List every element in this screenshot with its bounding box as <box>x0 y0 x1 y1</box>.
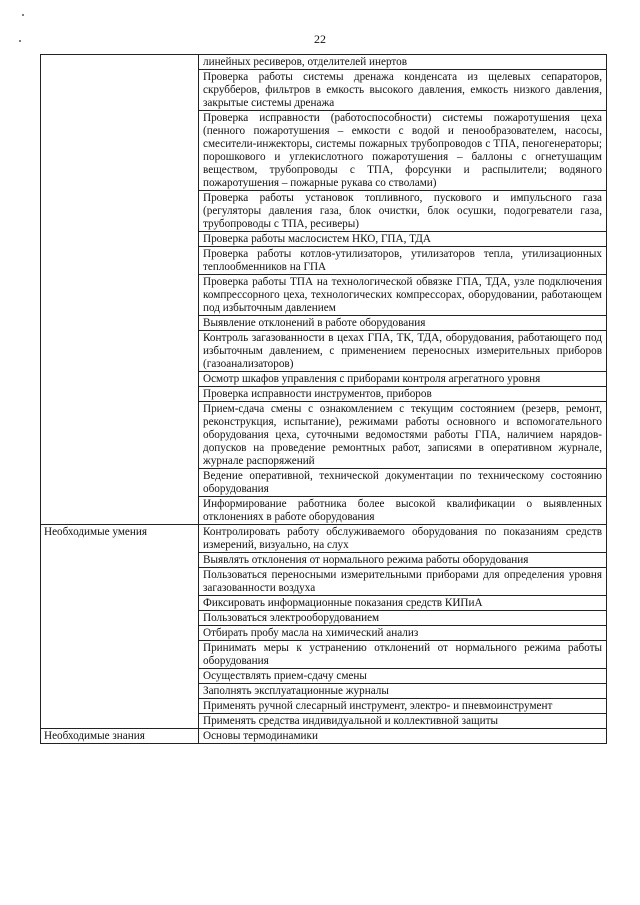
description-cell: Отбирать пробу масла на химический анализ <box>199 626 607 641</box>
description-cell: Применять ручной слесарный инструмент, электро- и пневмоинструмент <box>199 699 607 714</box>
description-cell: Применять средства индивидуальной и коллективной защиты <box>199 714 607 729</box>
scan-artifact-dot <box>22 14 24 16</box>
description-cell: Проверка работы установок топливного, пускового и импульсного газа (регуляторы давления газа, блок очистки, блок осушки, подогреватели газа, трубопроводы с ТПА, ресиверы) <box>199 191 607 232</box>
page-number: 22 <box>314 32 326 46</box>
category-cell: Необходимые знания <box>41 729 199 744</box>
description-cell: Проверка работы ТПА на технологической обвязке ГПА, ТДА, узле подключения компрессорного цеха, технологических компрессорах, оборудовании, работающем под избыточным давлением <box>199 275 607 316</box>
category-cell: Необходимые умения <box>41 525 199 729</box>
table-row <box>41 729 607 744</box>
description-cell: линейных ресиверов, отделителей инертов <box>199 55 607 70</box>
description-cell: Осмотр шкафов управления с приборами контроля агрегатного уровня <box>199 372 607 387</box>
description-cell: Проверка работы системы дренажа конденсата из щелевых сепараторов, скрубберов, фильтров в емкость высокого давления, емкость низкого давления, закрытые системы дренажа <box>199 70 607 111</box>
description-cell: Выявлять отклонения от нормального режима работы оборудования <box>199 553 607 568</box>
description-cell: Заполнять эксплуатационные журналы <box>199 684 607 699</box>
table-row <box>41 525 607 553</box>
description-cell: Принимать меры к устранению отклонений от нормального режима работы оборудования <box>199 641 607 669</box>
description-cell: Прием-сдача смены с ознакомлением с текущим состоянием (резерв, ремонт, реконструкция, испытание), режимами работы основного и вспомогательного оборудования цеха, суточными ведомостями работы ГПА, наличием нарядов-допусков на проведение ремонтных работ, записями в оперативном журнале, журнале распоряжений <box>199 402 607 469</box>
description-cell: Выявление отклонений в работе оборудования <box>199 316 607 331</box>
description-cell: Осуществлять прием-сдачу смены <box>199 669 607 684</box>
table-body <box>41 55 607 744</box>
description-cell: Ведение оперативной, технической документации по техническому состоянию оборудования <box>199 469 607 497</box>
description-cell: Проверка исправности (работоспособности) системы пожаротушения цеха (пенного пожаротушения – емкости с водой и пенообразователем, насосы, смесители-инжекторы, системы пожарных трубопроводов с ТПА, пеногенераторы; порошкового и углекислотного пожаротушения – баллоны с огнетушащим веществом, трубопроводы с ТПА, форсунки и распылители; водяного пожаротушения – пожарные рукава со стволами) <box>199 111 607 191</box>
description-cell: Пользоваться переносными измерительными приборами для определения уровня загазованности воздуха <box>199 568 607 596</box>
category-cell <box>41 55 199 525</box>
description-cell: Информирование работника более высокой квалификации о выявленных отклонениях в работе оборудования <box>199 497 607 525</box>
table-row <box>41 55 607 70</box>
description-cell: Проверка исправности инструментов, приборов <box>199 387 607 402</box>
description-cell: Контроль загазованности в цехах ГПА, ТК, ТДА, оборудования, работающего под избыточным давлением, с применением переносных измерительных приборов (газоанализаторов) <box>199 331 607 372</box>
description-cell: Пользоваться электрооборудованием <box>199 611 607 626</box>
competency-table <box>40 54 607 744</box>
functions-table <box>40 54 606 744</box>
description-cell: Проверка работы котлов-утилизаторов, утилизаторов тепла, утилизационных теплообменников на ГПА <box>199 247 607 275</box>
description-cell: Контролировать работу обслуживаемого оборудования по показаниям средств измерений, визуально, на слух <box>199 525 607 553</box>
description-cell: Проверка работы маслосистем НКО, ГПА, ТДА <box>199 232 607 247</box>
description-cell: Основы термодинамики <box>199 729 607 744</box>
description-cell: Фиксировать информационные показания средств КИПиА <box>199 596 607 611</box>
